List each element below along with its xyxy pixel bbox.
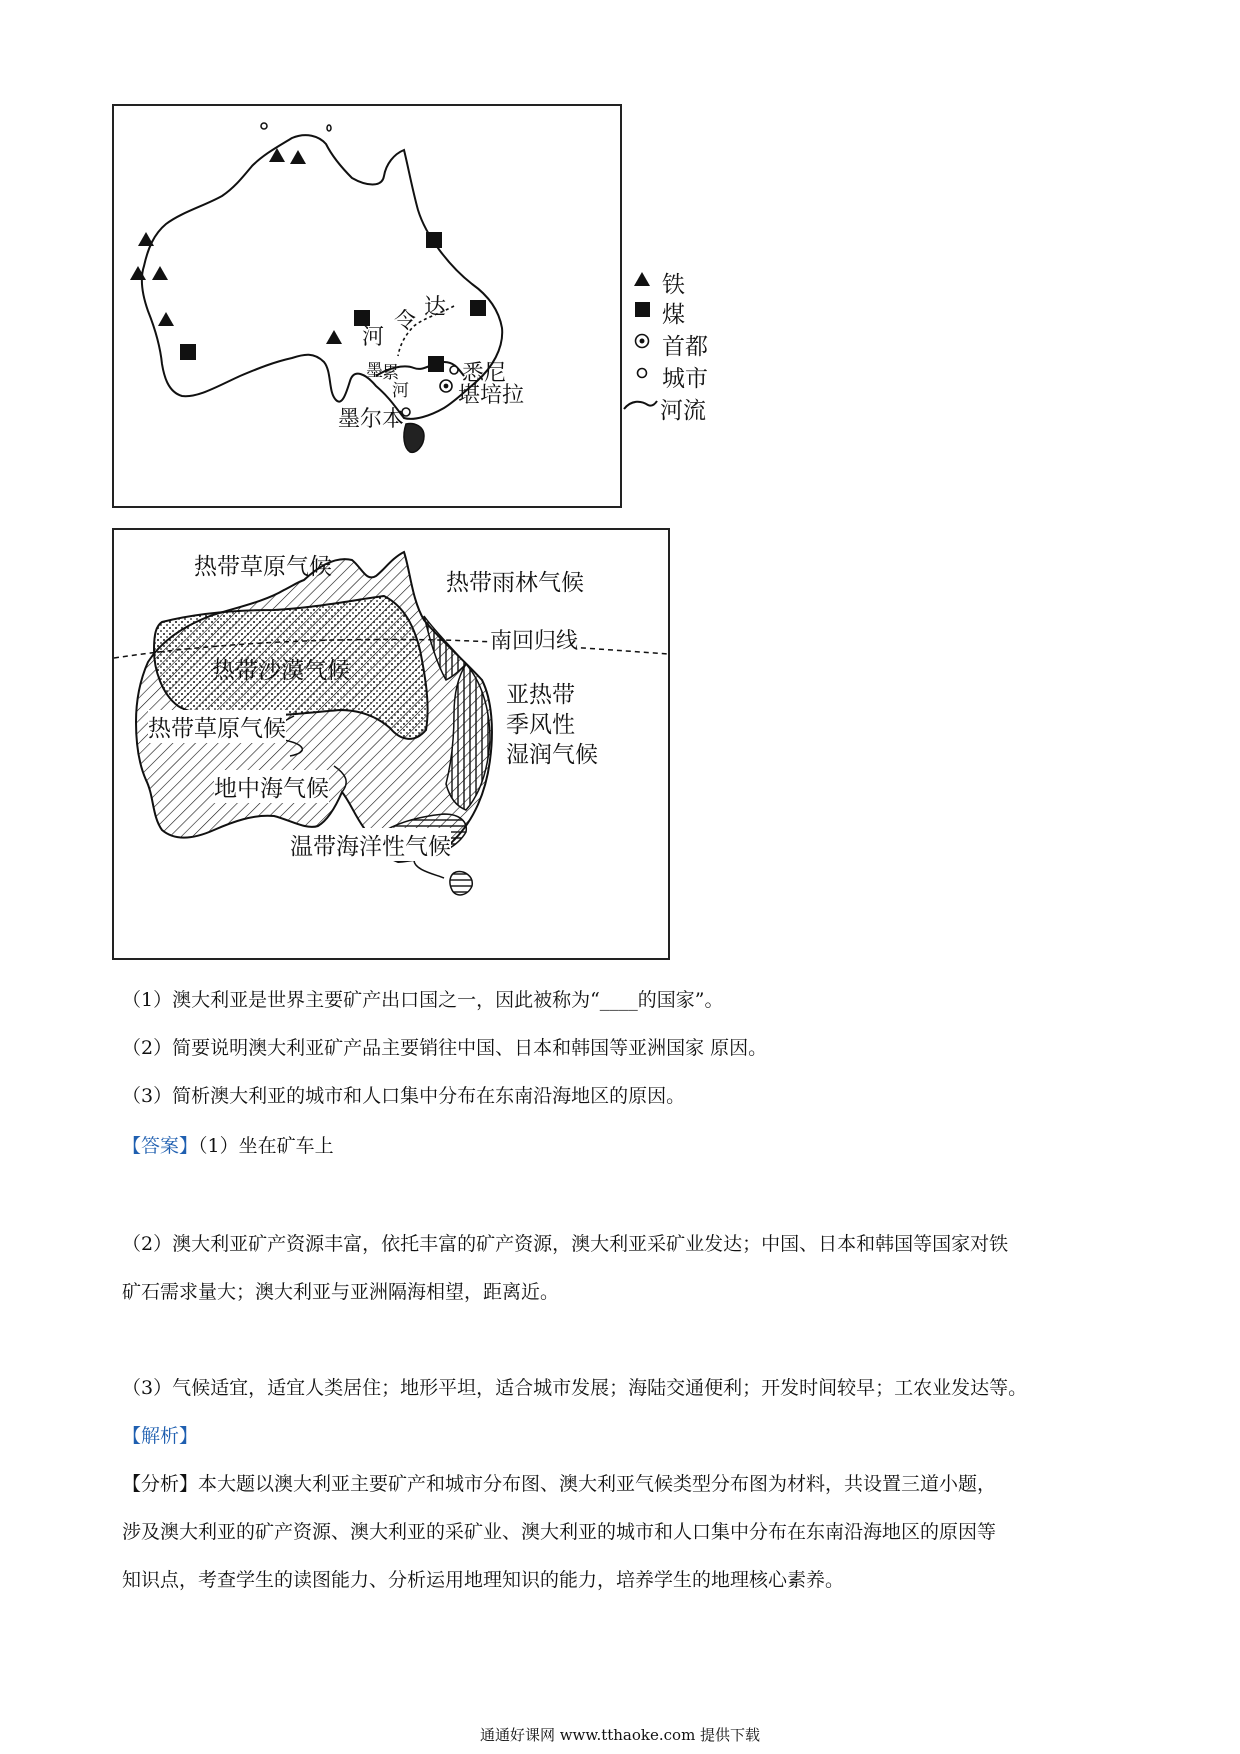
square-icon [632,299,662,325]
iron-mark [326,330,342,344]
leader-line [414,860,444,878]
rainforest-label: 热带雨林气候 [446,570,584,596]
capital-icon [632,331,662,357]
australia-outline-map [114,106,620,506]
tasmania [450,872,472,895]
murray-label-he: 河 [392,381,409,401]
iron-mark [138,232,154,246]
melbourne-label: 墨尔本 [338,407,405,432]
mediterranean-label: 地中海气候 [214,770,329,803]
coal-mark [470,300,486,316]
murray-label-mo: 墨 [366,361,383,381]
iron-mark [290,150,306,164]
island [261,123,267,129]
legend-city: 城市 [632,360,708,392]
island [327,125,331,131]
sydney-city-icon [450,366,458,374]
triangle-icon [632,269,662,295]
iron-mark [158,312,174,326]
legend-iron: 铁 [632,266,685,298]
answer-1: （1）坐在矿车上 [198,1135,334,1157]
question-3: （3）简析澳大利亚的城市和人口集中分布在东南沿海地区的原因。 [122,1085,686,1107]
legend-coal: 煤 [632,296,685,328]
answer-1-line [122,1134,334,1158]
answer-3: （3）气候适宜，适宜人类居住；地形平坦，适合城市发展；海陆交通便利；开发时间较早；工农业发达等。 [122,1377,1028,1399]
subtropical-label-1: 亚热带 [506,682,575,708]
australia-mainland [142,135,502,419]
oceanic-label: 温带海洋性气候 [290,828,451,861]
climate-type-map [112,528,670,960]
legend-river: 河流 [622,392,706,424]
subtropical-label-3: 湿润气候 [506,742,598,768]
analysis-line-1: 【分析】本大题以澳大利亚主要矿产和城市分布图、澳大利亚气候类型分布图为材料，共设置三道小题， [122,1473,997,1495]
city-icon [632,363,662,389]
tropic-label: 南回归线 [490,624,578,655]
coal-mark [426,232,442,248]
legend-capital: 首都 [632,328,708,360]
tasmania [404,424,424,453]
analysis-line-2: 涉及澳大利亚的矿产资源、澳大利亚的采矿业、澳大利亚的城市和人口集中分布在东南沿海地区的原因等 [122,1521,997,1543]
mineral-city-map [112,104,622,508]
savanna-north-label: 热带草原气候 [194,554,332,580]
canberra-capital-dot [444,384,449,389]
canberra-label: 堪培拉 [458,383,525,408]
river-icon [622,395,660,421]
subtropical-label-2: 季风性 [506,712,575,738]
savanna-south-label: 热带草原气候 [148,710,286,743]
river-label-he: 河 [362,325,385,350]
analysis-line-3: 知识点，考查学生的读图能力、分析运用地理知识的能力，培养学生的地理核心素养。 [122,1569,845,1591]
question-1: （1）澳大利亚是世界主要矿产出口国之一，因此被称为“____的国家”。 [122,989,724,1011]
sydney-label: 悉尼 [462,361,507,386]
analysis-tag: 【解析】 [122,1425,199,1447]
answer-2-line-2: 矿石需求量大；澳大利亚与亚洲隔海相望，距离近。 [122,1281,560,1303]
murray-label-suo: 累 [382,363,399,383]
question-2: （2）简要说明澳大利亚矿产品主要销往中国、日本和韩国等亚洲国家 原因。 [122,1037,768,1059]
iron-mark [152,266,168,280]
answer-2-line-1: （2）澳大利亚矿产资源丰富，依托丰富的矿产资源，澳大利亚采矿业发达；中国、日本和韩国等国家对铁 [122,1233,1009,1255]
river-label-ling: 令 [394,309,417,334]
page-footer: 通通好课网 www.tthaoke.com 提供下载 [479,1726,761,1744]
desert-label: 热带沙漠气候 [212,658,350,684]
river-label-da: 达 [424,295,447,320]
coal-mark [180,344,196,360]
answer-tag: 【答案】 [122,1135,199,1157]
coal-mark [428,356,444,372]
